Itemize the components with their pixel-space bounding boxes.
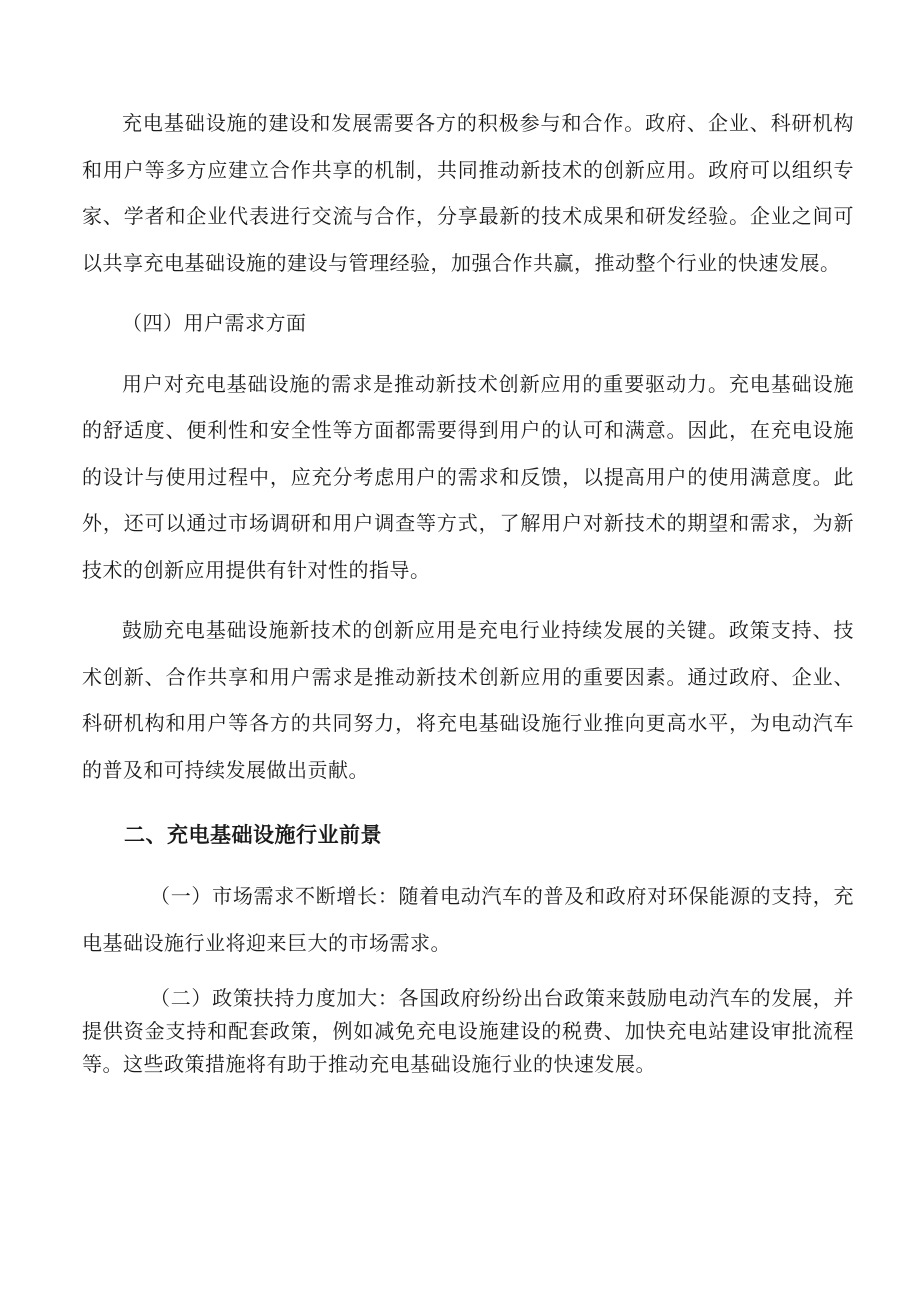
paragraph-conclusion: 鼓励充电基础设施新技术的创新应用是充电行业持续发展的关键。政策支持、技术创新、合作共享和用户需求是推动新技术创新应用的重要因素。通过政府、企业、科研机构和用户等各方的共同努力，将充电基础设施行业推向更高水平，为电动汽车的普及和可持续发展做出贡献。 (82, 618, 854, 782)
item-market-demand: （一）市场需求不断增长：随着电动汽车的普及和政府对环保能源的支持，充电基础设施行业将迎来巨大的市场需求。 (82, 884, 854, 955)
paragraph-cooperation: 充电基础设施的建设和发展需要各方的积极参与和合作。政府、企业、科研机构和用户等多方应建立合作共享的机制，共同推动新技术的创新应用。政府可以组织专家、学者和企业代表进行交流与合作，分享最新的技术成果和研发经验。企业之间可以共享充电基础设施的建设与管理经验，加强合作共赢，推动整个行业的快速发展。 (82, 111, 854, 275)
document-page (82, 100, 854, 1081)
section-heading-industry-prospects: 二、充电基础设施行业前景 (124, 823, 382, 847)
item-policy-support: （二）政策扶持力度加大：各国政府纷纷出台政策来鼓励电动汽车的发展，并提供资金支持和配套政策，例如减免充电设施建设的税费、加快充电站建设审批流程等。这些政策措施将有助于推动充电基础设施行业的快速发展。 (82, 986, 854, 1076)
paragraph-user-demand: 用户对充电基础设施的需求是推动新技术创新应用的重要驱动力。充电基础设施的舒适度、便利性和安全性等方面都需要得到用户的认可和满意。因此，在充电设施的设计与使用过程中，应充分考虑用户的需求和反馈，以提高用户的使用满意度。此外，还可以通过市场调研和用户调查等方式，了解用户对新技术的期望和需求，为新技术的创新应用提供有针对性的指导。 (82, 371, 854, 582)
subheading-user-demand: （四）用户需求方面 (122, 311, 307, 335)
